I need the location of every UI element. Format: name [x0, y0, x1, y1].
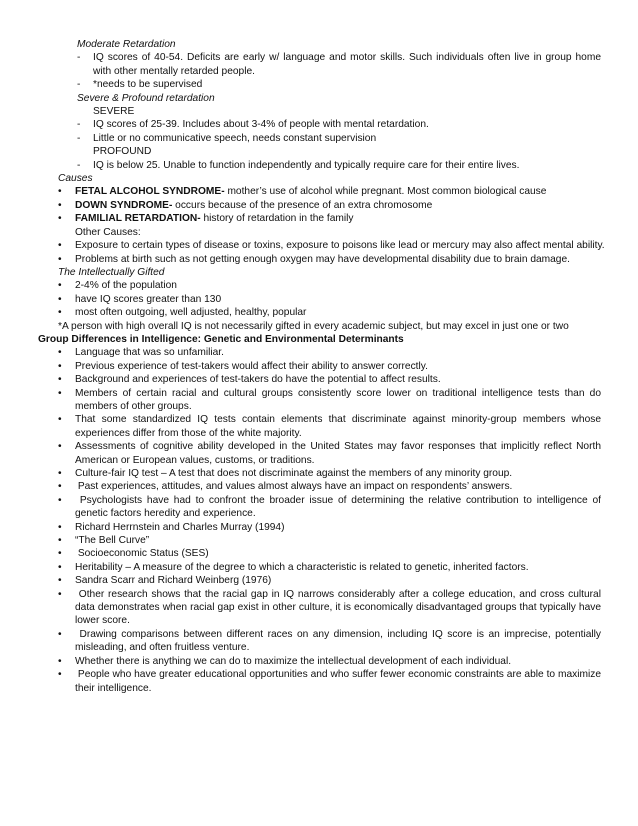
bullet-marker: • — [58, 374, 62, 386]
bullet-marker: • — [58, 655, 62, 667]
group-item — [58, 387, 604, 414]
dash-marker: - — [77, 159, 81, 171]
gifted-heading: The Intellectually Gifted — [58, 266, 165, 278]
group-item-text: Drawing comparisons between different races on any dimension, including IQ score is an imprecise, potentially misleading, and often fruitless venture. — [75, 628, 604, 654]
bullet-marker: • — [58, 360, 62, 372]
cause-text: history of retardation in the family — [200, 213, 354, 225]
dash-marker: - — [77, 119, 81, 131]
bullet-marker: • — [58, 575, 62, 587]
other-cause-item — [58, 253, 601, 266]
moderate-item — [77, 51, 601, 78]
bullet-marker: • — [58, 213, 62, 225]
causes-heading: Causes — [58, 173, 93, 185]
bullet-marker: • — [58, 253, 62, 265]
group-item — [58, 480, 601, 493]
bullet-marker: • — [58, 521, 62, 533]
bullet-marker: • — [58, 628, 62, 640]
bullet-marker: • — [58, 347, 62, 359]
group-item — [58, 588, 604, 628]
group-item — [58, 534, 601, 547]
group-item — [58, 360, 601, 373]
cause-item — [58, 185, 601, 198]
severe-item — [77, 132, 601, 145]
gifted-item — [58, 293, 601, 306]
group-item-text: Past experiences, attitudes, and values almost always have an impact on respondents’ answers. — [75, 481, 513, 493]
severe-heading: Severe & Profound retardation — [77, 92, 215, 104]
other-cause-text: Problems at birth such as not getting enough oxygen may have developmental disability due to brain damage. — [75, 253, 570, 265]
group-item-text: Psychologists have had to confront the broader issue of determining the relative contribution to intelligence of genetic factors heredity and experience. — [75, 494, 604, 520]
severe-label: SEVERE — [93, 106, 135, 118]
cause-term: FETAL ALCOHOL SYNDROME- — [75, 186, 225, 198]
bullet-marker: • — [58, 280, 62, 292]
bullet-marker: • — [58, 588, 62, 600]
gifted-note: *A person with high overall IQ is not necessarily gifted in every academic subject, but may excel in just one or two — [58, 320, 569, 332]
dash-marker: - — [77, 79, 81, 91]
group-item — [58, 655, 601, 668]
group-list — [0, 346, 638, 695]
group-item — [58, 547, 601, 560]
document-page — [0, 38, 638, 695]
group-item-text: Culture-fair IQ test – A test that does not discriminate against the members of any minority group. — [75, 468, 513, 479]
bullet-marker: • — [58, 414, 62, 426]
group-item-text: That some standardized IQ tests contain elements that discriminate against minority-group members whose experiences differ from those of the white majority. — [75, 414, 604, 439]
group-item-text: Whether there is anything we can do to maximize the intellectual development of each individual. — [75, 655, 512, 667]
bullet-marker: • — [58, 535, 62, 547]
group-item-text: Sandra Scarr and Richard Weinberg (1976) — [75, 575, 272, 587]
group-item — [58, 346, 601, 359]
group-item — [58, 440, 604, 467]
bullet-marker: • — [58, 387, 62, 399]
dash-marker: - — [77, 132, 81, 144]
group-item-text: Background and experiences of test-takers do have the potential to affect results. — [75, 374, 441, 386]
group-item — [58, 521, 601, 534]
dash-marker: - — [77, 52, 81, 64]
moderate-item — [77, 78, 601, 91]
severe-item — [77, 118, 601, 131]
bullet-marker: • — [58, 307, 62, 319]
moderate-item-text: IQ scores of 40-54. Deficits are early w/ language and motor skills. Such individuals often live in group home with other mentally retarded people. — [93, 52, 601, 77]
group-item-text: “The Bell Curve” — [75, 535, 150, 547]
group-item-text: Heritability – A measure of the degree to which a characteristic is related to genetic, inherited factors. — [75, 561, 529, 573]
bullet-marker: • — [58, 494, 62, 506]
other-cause-item — [58, 239, 605, 252]
group-item — [58, 413, 604, 440]
cause-term: DOWN SYNDROME- — [75, 199, 173, 211]
bullet-marker: • — [58, 468, 62, 479]
bullet-marker: • — [58, 561, 62, 573]
group-item-text: Other research shows that the racial gap in IQ narrows considerably after a college education, and cross cultural data demonstrates when racial gap exist in other culture, it is economically disadvantaged groups that typically have lower score. — [75, 588, 604, 627]
other-cause-text: Exposure to certain types of disease or toxins, exposure to poisons like lead or mercury may also affect mental ability. — [75, 240, 605, 252]
group-item — [58, 668, 604, 695]
group-heading: Group Differences in Intelligence: Genetic and Environmental Determinants — [38, 333, 404, 345]
profound-item-text: IQ is below 25. Unable to function independently and typically require care for their entire lives. — [93, 159, 520, 171]
cause-item — [58, 199, 601, 212]
severe-item-text: Little or no communicative speech, needs constant supervision — [93, 132, 377, 144]
gifted-item-text: have IQ scores greater than 130 — [75, 293, 222, 305]
group-item-text: Richard Herrnstein and Charles Murray (1994) — [75, 521, 285, 533]
group-item-text: Socioeconomic Status (SES) — [75, 548, 209, 560]
moderate-item-text: *needs to be supervised — [93, 79, 203, 91]
group-item — [58, 574, 601, 587]
group-item-text: People who have greater educational opportunities and who suffer fewer economic constraints are able to maximize their intelligence. — [75, 669, 604, 694]
cause-text: mother’s use of alcohol while pregnant. Most common biological cause — [224, 186, 547, 198]
bullet-marker: • — [58, 240, 62, 252]
group-item-text: Language that was so unfamiliar. — [75, 347, 224, 359]
profound-label: PROFOUND — [93, 146, 152, 158]
gifted-item — [58, 279, 601, 292]
bullet-marker: • — [58, 669, 62, 681]
group-item — [58, 467, 601, 480]
gifted-item-text: 2-4% of the population — [75, 280, 177, 292]
bullet-marker: • — [58, 293, 62, 305]
profound-item — [77, 159, 601, 172]
cause-text: occurs because of the presence of an extra chromosome — [172, 199, 433, 211]
group-item — [58, 561, 601, 574]
cause-term: FAMILIAL RETARDATION- — [75, 213, 201, 225]
group-item — [58, 373, 601, 386]
bullet-marker: • — [58, 186, 62, 198]
moderate-heading: Moderate Retardation — [77, 39, 176, 50]
other-causes-label: Other Causes: — [75, 226, 141, 238]
bullet-marker: • — [58, 548, 62, 560]
gifted-item-text: most often outgoing, well adjusted, healthy, popular — [75, 307, 307, 319]
bullet-marker: • — [58, 199, 62, 211]
group-item — [58, 494, 604, 521]
bullet-marker: • — [58, 481, 62, 493]
group-item — [58, 628, 604, 655]
group-item-text: Previous experience of test-takers would affect their ability to answer correctly. — [75, 360, 428, 372]
bullet-marker: • — [58, 441, 62, 453]
gifted-item — [58, 306, 601, 319]
group-item-text: Assessments of cognitive ability developed in the United States may favor responses that implicitly reflect North American or European values, customs, or traditions. — [75, 441, 604, 466]
severe-item-text: IQ scores of 25-39. Includes about 3-4% of people with mental retardation. — [93, 119, 429, 131]
group-item-text: Members of certain racial and cultural groups consistently score lower on traditional intelligence tests than do members of other groups. — [75, 387, 604, 412]
cause-item — [58, 212, 601, 225]
